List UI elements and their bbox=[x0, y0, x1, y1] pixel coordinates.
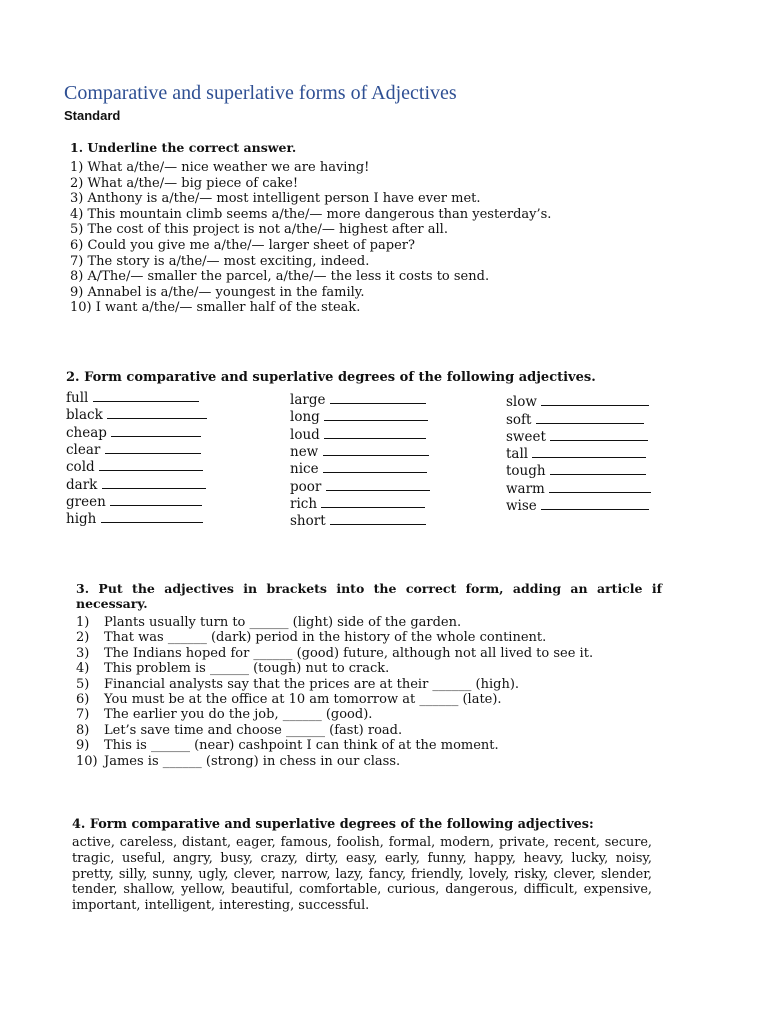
list-item bbox=[76, 630, 593, 645]
answer-blank[interactable] bbox=[330, 393, 426, 404]
answer-blank[interactable] bbox=[111, 426, 201, 437]
answer-blank[interactable] bbox=[102, 478, 206, 489]
item-text: This problem is ______ (tough) nut to crack. bbox=[104, 661, 390, 677]
answer-blank[interactable] bbox=[549, 482, 651, 493]
list-item: 1) What a/the/— nice weather we are having! bbox=[70, 160, 370, 175]
section4-heading: 4. Form comparative and superlative degrees of the following adjectives: bbox=[72, 817, 594, 832]
answer-blank[interactable] bbox=[105, 443, 201, 454]
list-item: 3) Anthony is a/the/— most intelligent person I have ever met. bbox=[70, 191, 481, 207]
adjective-word: loud bbox=[290, 427, 320, 443]
answer-blank[interactable] bbox=[110, 495, 202, 506]
adjective-word: tough bbox=[506, 463, 546, 479]
item-number: 1) bbox=[76, 615, 90, 630]
item-number: 8) bbox=[76, 722, 90, 738]
answer-blank[interactable] bbox=[324, 428, 426, 439]
answer-blank[interactable] bbox=[536, 413, 644, 424]
adjective-word: high bbox=[66, 511, 97, 527]
list-item: 8) A/The/— smaller the parcel, a/the/— the less it costs to send. bbox=[70, 269, 490, 285]
answer-blank[interactable] bbox=[541, 395, 649, 406]
adjective-word: poor bbox=[290, 479, 322, 495]
item-text: James is ______ (strong) in chess in our class. bbox=[104, 753, 401, 769]
item-text: Let’s save time and choose ______ (fast) road. bbox=[104, 722, 403, 738]
adjective-word: large bbox=[290, 392, 326, 408]
list-item: 2) What a/the/— big piece of cake! bbox=[70, 175, 299, 191]
list-item bbox=[76, 754, 593, 769]
item-number: 2) bbox=[76, 630, 90, 646]
item-text: The Indians hoped for ______ (good) future, although not all lived to see it. bbox=[104, 645, 594, 661]
answer-blank[interactable] bbox=[323, 462, 427, 473]
adjective-word: cheap bbox=[66, 425, 107, 441]
list-item: 10) I want a/the/— smaller half of the steak. bbox=[70, 300, 361, 316]
adjective-word: long bbox=[290, 409, 320, 425]
page-subtitle: Standard bbox=[64, 108, 121, 123]
answer-blank[interactable] bbox=[101, 512, 203, 523]
item-text: That was ______ (dark) period in the history of the whole continent. bbox=[104, 630, 547, 646]
answer-blank[interactable] bbox=[107, 408, 207, 419]
list-item: 6) Could you give me a/the/— larger sheet of paper? bbox=[70, 237, 415, 253]
adjective-word: nice bbox=[290, 461, 319, 477]
section3-heading: 3. Put the adjectives in brackets into the correct form, adding an article if bbox=[76, 581, 662, 596]
adjective-word: dark bbox=[66, 477, 98, 493]
item-text: Plants usually turn to ______ (light) side of the garden. bbox=[104, 615, 462, 630]
adjective-word: black bbox=[66, 407, 103, 423]
list-item bbox=[76, 646, 593, 661]
list-item: 7) The story is a/the/— most exciting, indeed. bbox=[70, 253, 370, 269]
item-text: This is ______ (near) cashpoint I can think of at the moment. bbox=[104, 738, 499, 754]
adjective-word: short bbox=[290, 513, 326, 529]
section3-heading-cont: necessary. bbox=[76, 596, 148, 611]
answer-blank[interactable] bbox=[323, 445, 429, 456]
answer-blank[interactable] bbox=[550, 464, 646, 475]
adjective-word: wise bbox=[506, 498, 537, 514]
list-item: 9) Annabel is a/the/— youngest in the family. bbox=[70, 284, 365, 300]
list-item bbox=[76, 661, 593, 676]
adjective-word: new bbox=[290, 444, 319, 460]
item-number: 4) bbox=[76, 661, 90, 677]
list-item: 5) The cost of this project is not a/the/— highest after all. bbox=[70, 222, 448, 238]
item-number: 9) bbox=[76, 738, 90, 754]
adjective-word: cold bbox=[66, 459, 95, 475]
item-number: 5) bbox=[76, 676, 90, 692]
item-number: 7) bbox=[76, 707, 90, 723]
answer-blank[interactable] bbox=[532, 447, 646, 458]
answer-blank[interactable] bbox=[93, 391, 199, 402]
answer-blank[interactable] bbox=[326, 480, 430, 491]
section1-heading: 1. Underline the correct answer. bbox=[70, 140, 297, 155]
list-item bbox=[76, 615, 593, 630]
section2-heading: 2. Form comparative and superlative degrees of the following adjectives. bbox=[66, 370, 596, 385]
answer-blank[interactable] bbox=[550, 430, 648, 441]
adjective-word: full bbox=[66, 390, 89, 406]
section3-list bbox=[76, 615, 593, 769]
item-number: 6) bbox=[76, 692, 90, 708]
item-number: 10) bbox=[76, 753, 98, 769]
answer-blank[interactable] bbox=[324, 410, 428, 421]
list-item bbox=[76, 707, 593, 722]
adjective-word: rich bbox=[290, 496, 318, 512]
page-title: Comparative and superlative forms of Adjectives bbox=[64, 82, 457, 104]
item-text: The earlier you do the job, ______ (good). bbox=[104, 707, 373, 723]
adjective-word: clear bbox=[66, 442, 101, 458]
answer-blank[interactable] bbox=[541, 499, 649, 510]
adjective-word: soft bbox=[506, 412, 532, 428]
item-text: You must be at the office at 10 am tomorrow at ______ (late). bbox=[104, 692, 502, 708]
adjective-word: sweet bbox=[506, 429, 546, 445]
answer-blank[interactable] bbox=[330, 514, 426, 525]
answer-blank[interactable] bbox=[99, 460, 203, 471]
list-item bbox=[76, 692, 593, 707]
list-item bbox=[76, 723, 593, 738]
adjective-word: warm bbox=[506, 481, 545, 497]
adjective-word: green bbox=[66, 494, 106, 510]
list-item bbox=[76, 738, 593, 753]
item-number: 3) bbox=[76, 645, 90, 661]
item-text: Financial analysts say that the prices are at their ______ (high). bbox=[104, 676, 520, 692]
list-item: 4) This mountain climb seems a/the/— more dangerous than yesterday’s. bbox=[70, 206, 552, 222]
adjective-word: slow bbox=[506, 394, 537, 410]
list-item bbox=[76, 677, 593, 692]
adjective-word: tall bbox=[506, 446, 529, 462]
section1-list bbox=[70, 160, 551, 316]
section4-body: active, careless, distant, eager, famous, foolish, formal, modern, private, recent, secure, tragic, useful, angry, busy, crazy, dirty, easy, early, funny, happy, heavy, lucky, noisy, pretty, silly, sunny, ugly, clever, narrow, lazy, fancy, friendly, lovely, risky, clever, slender, tender, shallow, yellow, beautiful, comfortable, curious, dangerous, difficult, expensive, important, intelligent, interesting, successful. bbox=[72, 835, 652, 914]
answer-blank[interactable] bbox=[321, 497, 425, 508]
